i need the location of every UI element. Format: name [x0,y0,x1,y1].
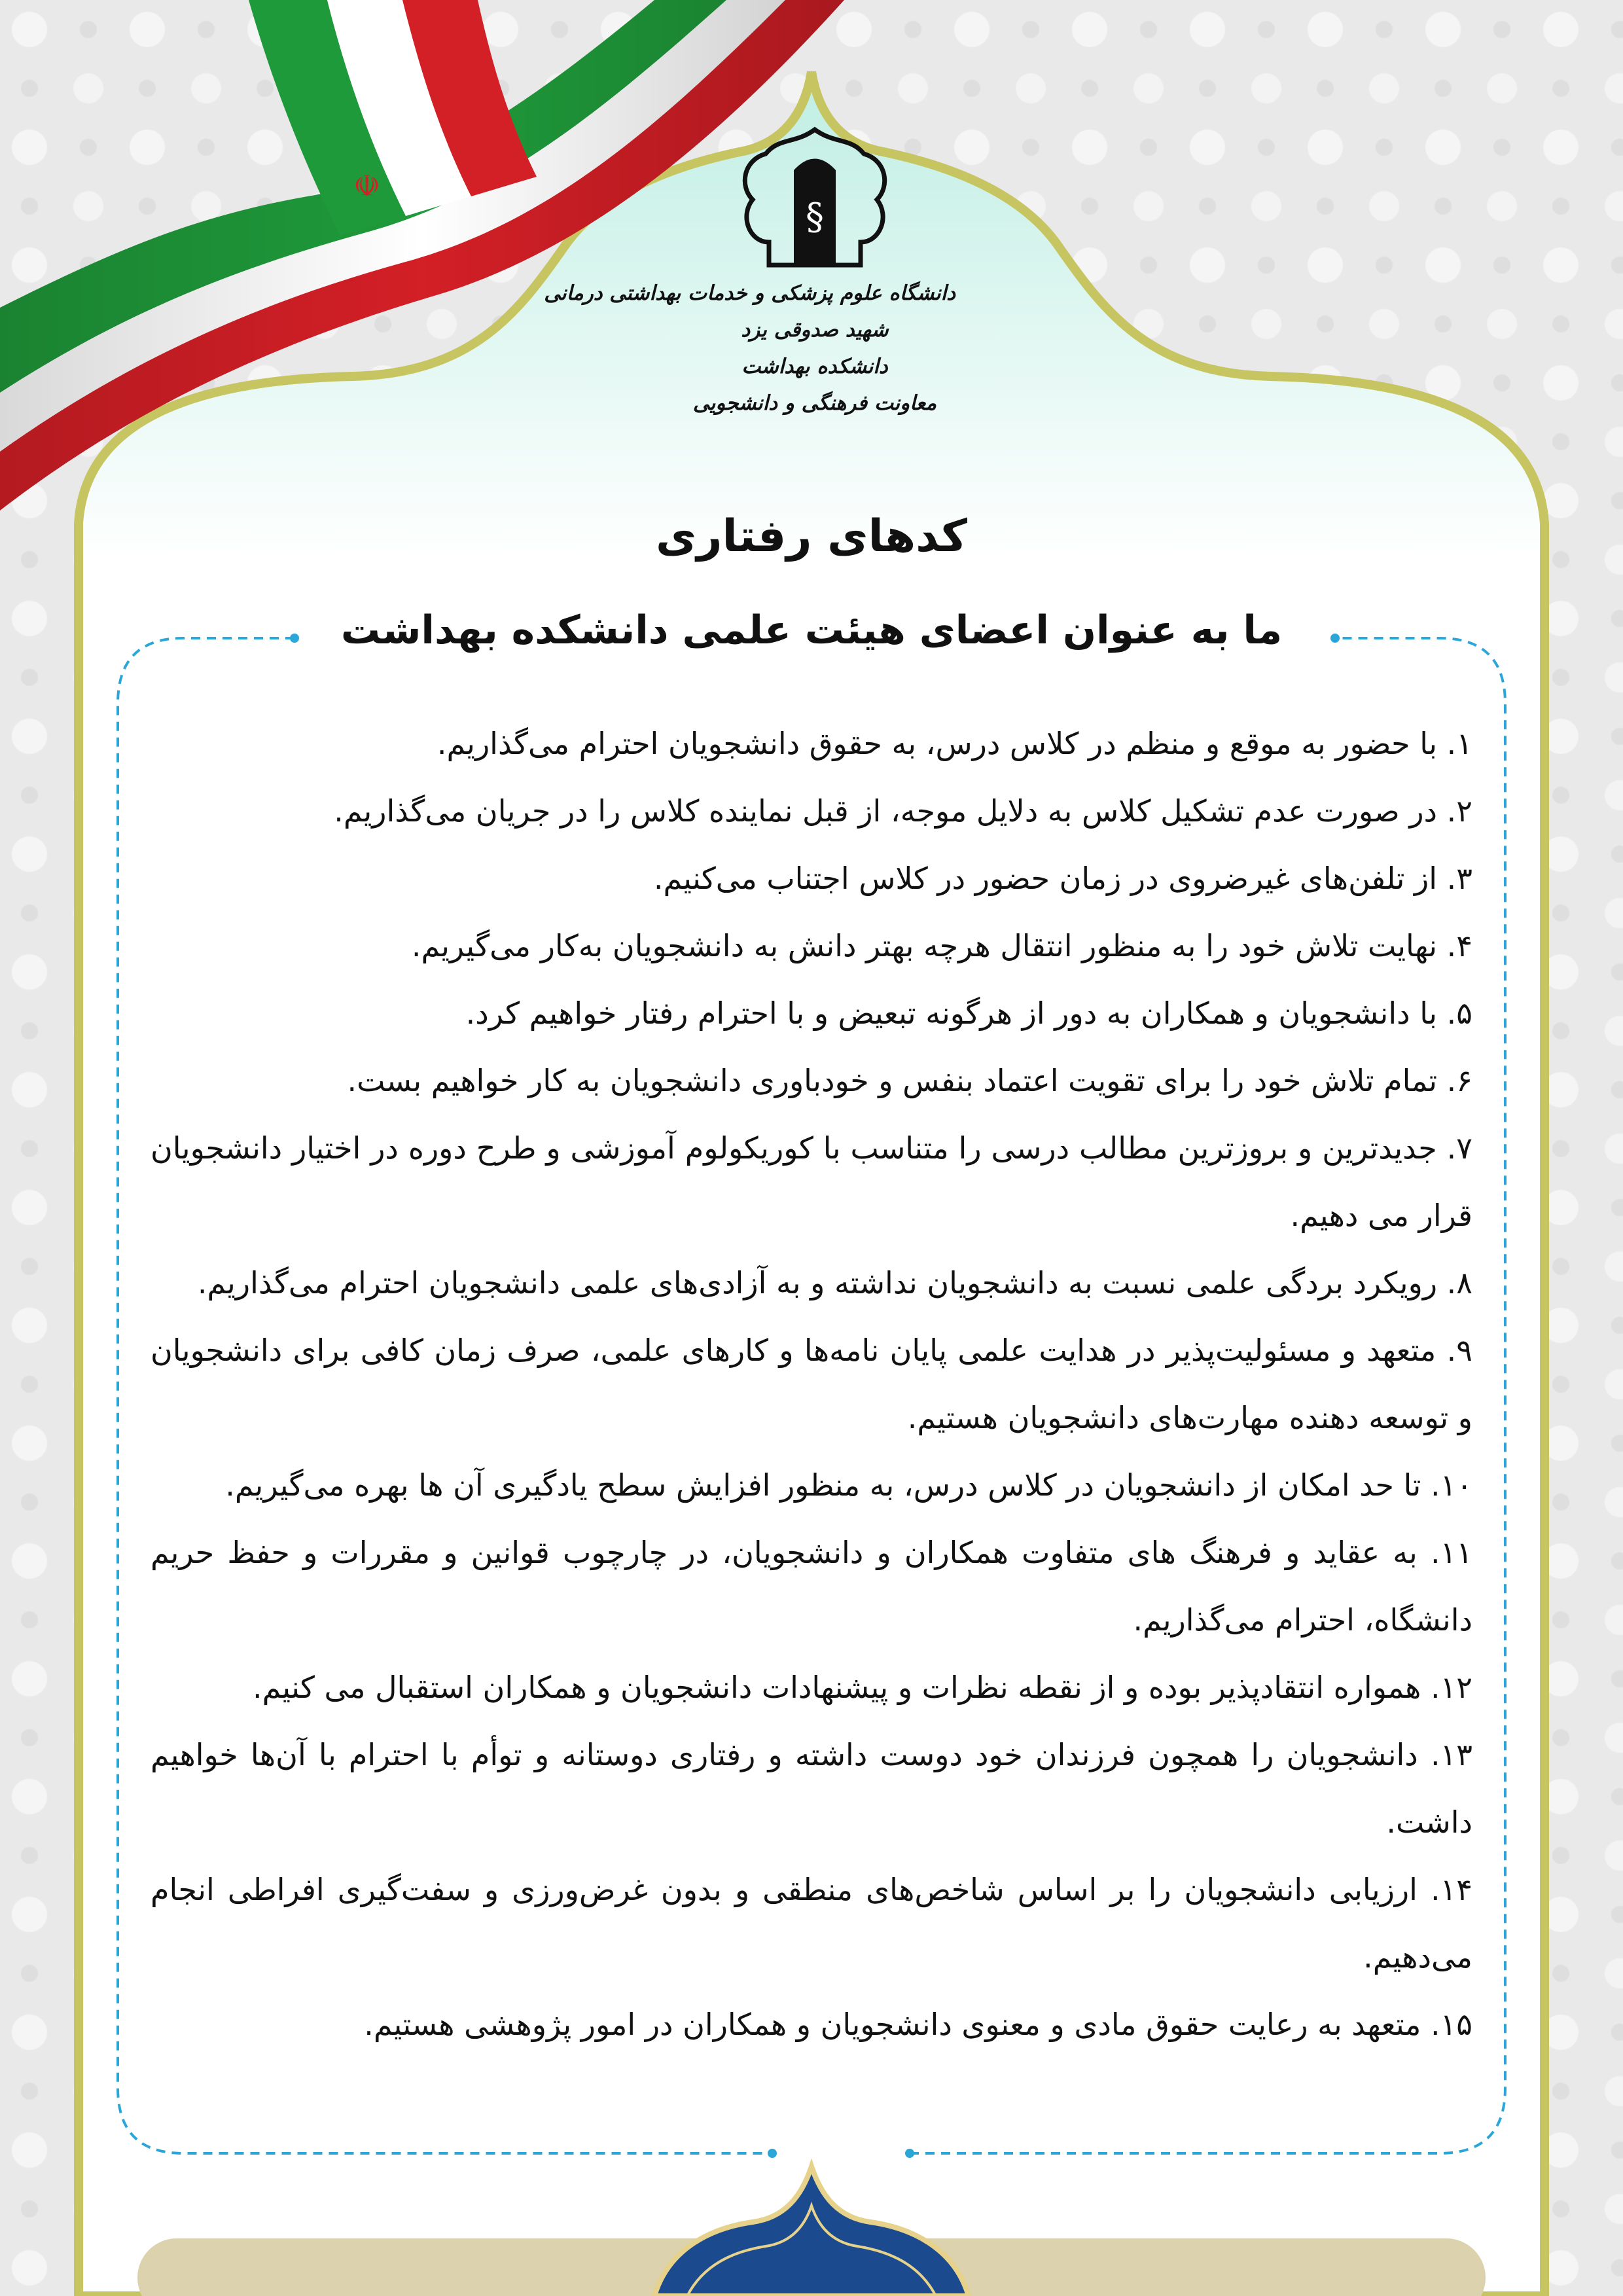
code-item-5: ۵. با دانشجویان و همکاران به دور از هرگونه تبعیض و با احترام رفتار خواهیم کرد. [465,996,1472,1031]
university-emblem-icon [736,124,893,275]
code-item-9: ۹. متعهد و مسئولیت‌پذیر در هدایت علمی پایان نامه‌ها و کارهای علمی، صرف زمان کافی برای دانشجویان و توسعه دهنده مهارت‌های دانشجویان هستیم. [151,1333,1472,1435]
behavior-codes-list [151,710,1472,2058]
university-line-2: شهید صدوقی یزد [741,318,889,342]
code-item-12: ۱۲. همواره انتقادپذیر بوده و از نقطه نظرات و پیشنهادات دانشجویان و همکاران استقبال می کنیم. [253,1670,1472,1705]
code-item-10: ۱۰. تا حد امکان از دانشجویان در کلاس درس، به منظور افزایش سطح یادگیری آن ها بهره می‌گیریم. [225,1467,1472,1503]
code-item-11: ۱۱. به عقاید و فرهنگ های متفاوت همکاران و دانشجویان، در چارچوب قوانین و مقررات و حفظ حریم دانشگاه، احترام می‌گذاریم. [151,1535,1472,1638]
code-item-1: ۱. با حضور به موقع و منظم در کلاس درس، به حقوق دانشجویان احترام می‌گذاریم. [437,726,1472,761]
code-item-2: ۲. در صورت عدم تشکیل کلاس به دلایل موجه، از قبل نماینده کلاس را در جریان می‌گذاریم. [334,793,1472,829]
code-item-13: ۱۳. دانشجویان را همچون فرزندان خود دوست داشته و رفتاری دوستانه و توأم با احترام با آن‌ها خواهیم داشت. [151,1737,1472,1840]
svg-text:☫: ☫ [353,168,381,204]
page-subtitle: ما به عنوان اعضای هیئت علمی دانشکده بهداشت [340,607,1283,653]
code-item-7: ۷. جدیدترین و بروزترین مطالب درسی را متناسب با کوریکولوم آموزشی و طرح دوره در اختیار دانشجویان قرار می دهیم. [151,1130,1472,1233]
code-item-14: ۱۴. ارزیابی دانشجویان را بر اساس شاخص‌های منطقی و بدون غرض‌ورزی و سفت‌گیری افراطی انجام می‌دهیم. [151,1872,1472,1975]
code-item-6: ۶. تمام تلاش خود را برای تقویت اعتماد بنفس و خودباوری دانشجویان به کار خواهیم بست. [347,1063,1472,1098]
code-item-15: ۱۵. متعهد به رعایت حقوق مادی و معنوی دانشجویان و همکاران در امور پژوهشی هستیم. [364,2007,1472,2042]
university-line-1: دانشگاه علوم پزشکی و خدمات بهداشتی درمانی [544,281,955,305]
university-line-4: معاونت فرهنگی و دانشجویی [692,391,937,415]
svg-text:§: § [806,196,824,238]
university-line-3: دانشکده بهداشت [741,355,888,378]
page-title: کدهای رفتاری [656,511,967,562]
code-item-3: ۳. از تلفن‌های غیرضروی در زمان حضور در کلاس اجتناب می‌کنیم. [653,861,1472,896]
code-item-8: ۸. رویکرد بردگی علمی نسبت به دانشجویان نداشته و به آزادی‌های علمی دانشجویان احترام می‌گذاریم. [197,1265,1472,1300]
code-item-4: ۴. نهایت تلاش خود را به منظور انتقال هرچه بهتر دانش به دانشجویان به‌کار می‌گیریم. [411,928,1472,963]
university-logo [544,124,955,465]
